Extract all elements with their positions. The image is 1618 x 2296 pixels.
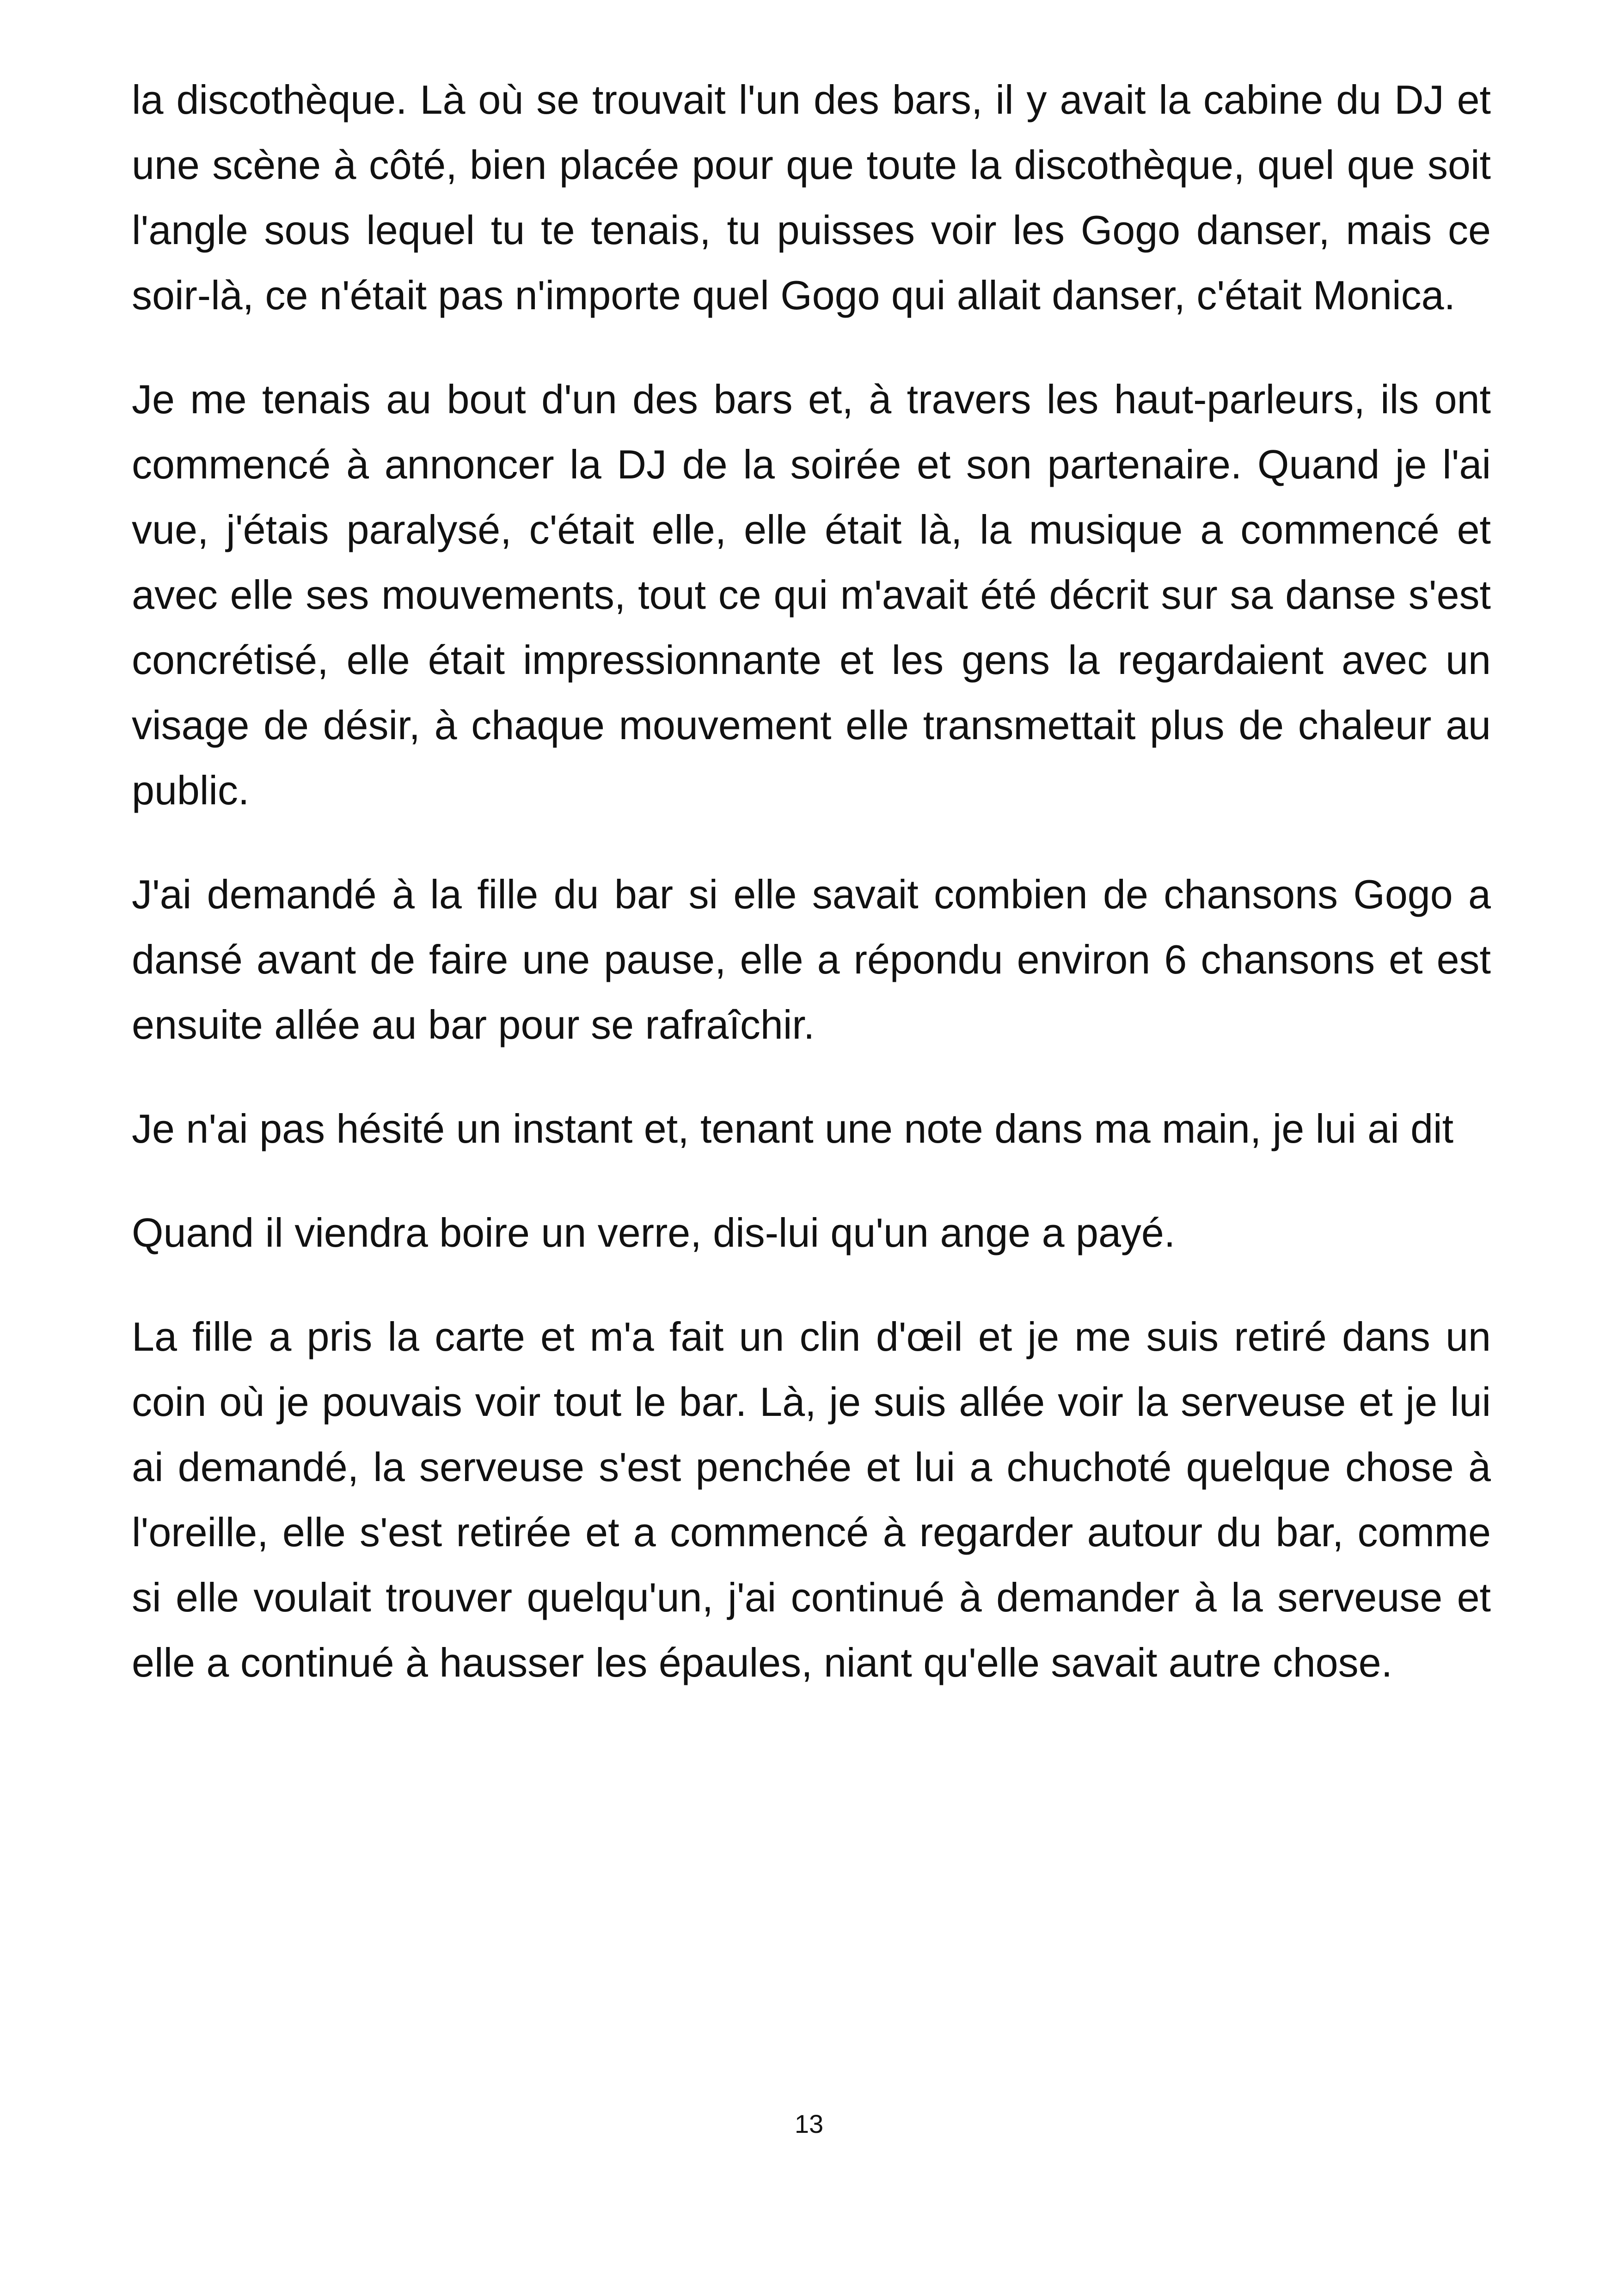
page-number: 13 bbox=[794, 2109, 824, 2138]
paragraph-3: J'ai demandé à la fille du bar si elle savait combien de chansons Gogo a dansé avant de faire une pause, elle a répondu environ 6 chansons et est ensuite allée au bar pour se rafraîchir. bbox=[132, 871, 1491, 1047]
paragraph-1: la discothèque. Là où se trouvait l'un des bars, il y avait la cabine du DJ et une scène à côté, bien placée pour que toute la discothèque, quel que soit l'angle sous lequel tu te tenais, tu puisses voir les Gogo danser, mais ce soir-là, ce n'était pas n'importe quel Gogo qui allait danser, c'était Monica. bbox=[132, 77, 1491, 318]
paragraph-4: Je n'ai pas hésité un instant et, tenant une note dans ma main, je lui ai dit bbox=[132, 1106, 1454, 1151]
paragraph-5: Quand il viendra boire un verre, dis-lui qu'un ange a payé. bbox=[132, 1210, 1176, 1255]
paragraph-6: La fille a pris la carte et m'a fait un clin d'œil et je me suis retiré dans un coin où je pouvais voir tout le bar. Là, je suis allée voir la serveuse et je lui ai demandé, la serveuse s'est penchée et lui a chuchoté quelque chose à l'oreille, elle s'est retirée et a commencé à regarder autour du bar, comme si elle voulait trouver quelqu'un, j'ai continué à demander à la serveuse et elle a continué à hausser les épaules, niant qu'elle savait autre chose. bbox=[132, 1314, 1491, 1685]
paragraph-2: Je me tenais au bout d'un des bars et, à travers les haut-parleurs, ils ont commencé à annoncer la DJ de la soirée et son partenaire. Quand je l'ai vue, j'étais paralysé, c'était elle, elle était là, la musique a commencé et avec elle ses mouvements, tout ce qui m'avait été décrit sur sa danse s'est concrétisé, elle était impressionnante et les gens la regardaient avec un visage de désir, à chaque mouvement elle transmettait plus de chaleur au public. bbox=[132, 376, 1491, 813]
body-text bbox=[132, 67, 1491, 1734]
